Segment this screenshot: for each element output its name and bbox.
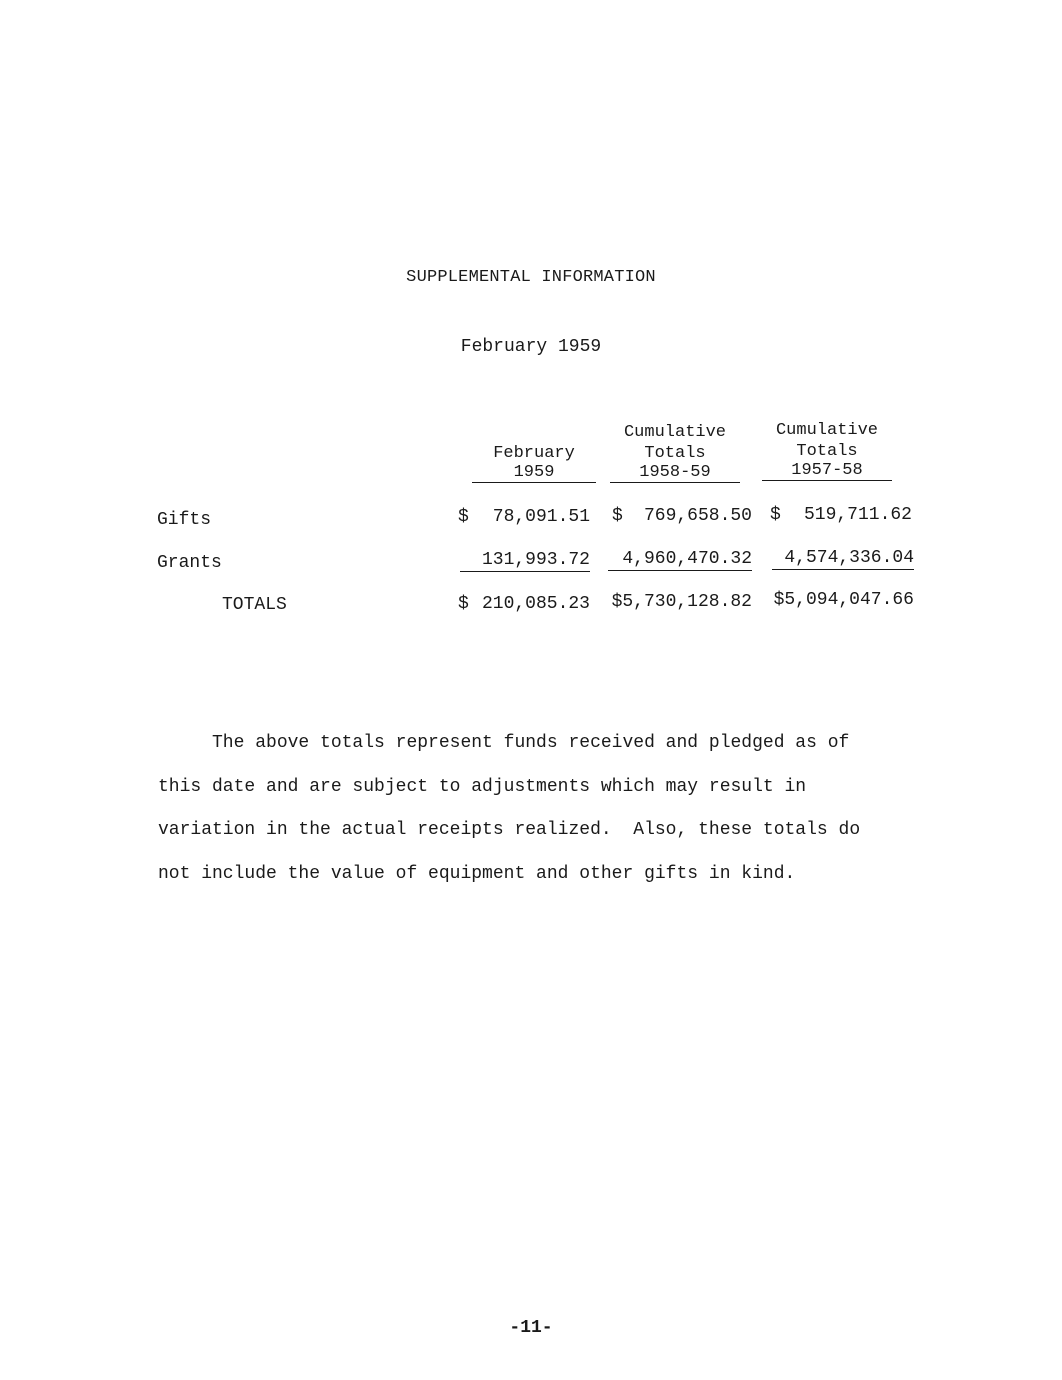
currency-symbol: $ bbox=[770, 505, 781, 525]
column-header-line3: 1959 bbox=[472, 464, 596, 483]
page-subtitle: February 1959 bbox=[460, 337, 602, 357]
table-cell: 210,085.23 bbox=[481, 594, 590, 614]
table-cell: $5,094,047.66 bbox=[773, 590, 914, 610]
row-label-gifts: Gifts bbox=[157, 510, 212, 530]
column-header-line2: February bbox=[493, 444, 575, 463]
paragraph-line: this date and are subject to adjustments which may result in bbox=[158, 776, 807, 797]
column-header-line1 bbox=[472, 422, 596, 443]
currency-symbol: $ bbox=[612, 506, 623, 526]
column-header-cumulative-1958-59 bbox=[610, 422, 740, 483]
row-label-grants: Grants bbox=[157, 553, 222, 573]
body-paragraph bbox=[158, 722, 878, 896]
paragraph-line: not include the value of equipment and other gifts in kind. bbox=[158, 863, 796, 884]
table-cell: 4,574,336.04 bbox=[772, 548, 914, 570]
row-label-totals: TOTALS bbox=[222, 595, 287, 615]
table-cell: 131,993.72 bbox=[460, 550, 590, 572]
column-header-february-1959 bbox=[472, 422, 596, 483]
page-number: -11- bbox=[509, 1318, 553, 1338]
column-header-line1: Cumulative bbox=[623, 423, 727, 442]
column-header-line3: 1957-58 bbox=[762, 462, 892, 481]
currency-symbol: $ bbox=[458, 507, 469, 527]
column-header-line2: Totals bbox=[796, 442, 858, 461]
table-cell: 4,960,470.32 bbox=[608, 549, 752, 571]
currency-symbol: $ bbox=[458, 594, 469, 614]
column-header-cumulative-1957-58 bbox=[762, 420, 892, 481]
page-title: SUPPLEMENTAL INFORMATION bbox=[406, 268, 656, 287]
column-header-line2: Totals bbox=[644, 444, 706, 463]
table-cell: 769,658.50 bbox=[643, 506, 752, 526]
table-cell: $5,730,128.82 bbox=[611, 592, 752, 612]
paragraph-line: The above totals represent funds received and pledged as of bbox=[158, 733, 850, 753]
column-header-line3: 1958-59 bbox=[610, 464, 740, 483]
table-cell: 519,711.62 bbox=[803, 505, 912, 525]
paragraph-line: variation in the actual receipts realized. Also, these totals do bbox=[158, 820, 861, 840]
column-header-line1: Cumulative bbox=[775, 421, 879, 440]
table-cell: 78,091.51 bbox=[492, 507, 590, 527]
